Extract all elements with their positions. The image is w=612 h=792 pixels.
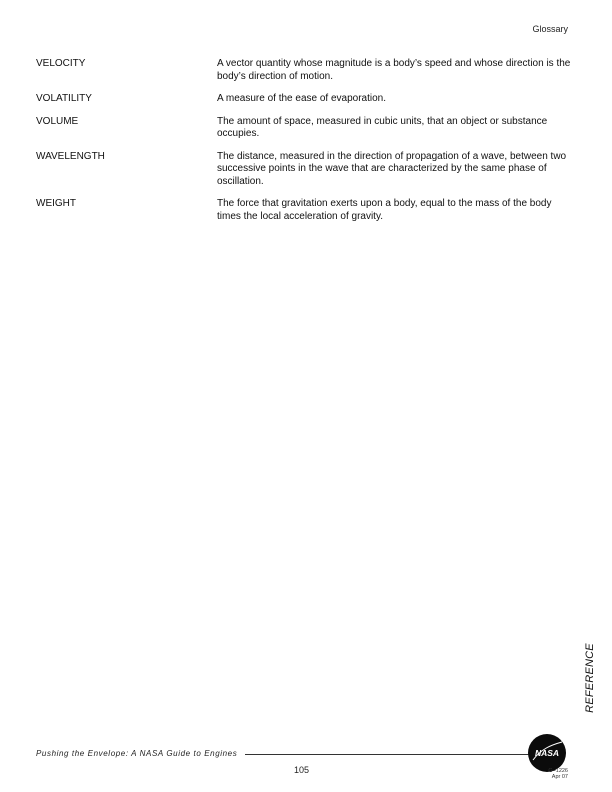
footer-divider [245, 754, 530, 755]
document-code-line: G–1226 [548, 768, 568, 774]
footer-book-title: Pushing the Envelope: A NASA Guide to Engines [36, 749, 238, 758]
section-title: Glossary [532, 24, 568, 34]
glossary-term: WAVELENGTH [36, 150, 105, 162]
logo-wordmark: NASA [534, 748, 560, 758]
glossary-entry [36, 198, 572, 223]
glossary-term: VOLUME [36, 115, 79, 127]
glossary-entry [36, 58, 572, 83]
page-header [532, 24, 568, 34]
document-date-line: Apr 07 [551, 774, 568, 780]
glossary-entry [36, 151, 572, 189]
glossary-definition: The amount of space, measured in cubic units, that an object or substance occupies. [217, 115, 548, 139]
glossary-list [36, 58, 572, 233]
glossary-definition: The force that gravitation exerts upon a body, equal to the mass of the body times the local acceleration of gravity. [217, 198, 552, 222]
document-code [548, 768, 568, 780]
nasa-logo [527, 733, 567, 773]
page-number: 105 [294, 765, 310, 775]
reference-side-label: REFERENCE [584, 643, 596, 713]
glossary-term: WEIGHT [36, 198, 76, 209]
glossary-term: VELOCITY [36, 58, 86, 69]
glossary-entry [36, 116, 572, 141]
glossary-entry [36, 93, 572, 106]
glossary-definition: The distance, measured in the direction of propagation of a wave, between two successive points in the wave that are characterized by the same phase of oscillation. [217, 150, 567, 187]
glossary-term: VOLATILITY [36, 93, 92, 104]
glossary-definition: A measure of the ease of evaporation. [217, 93, 386, 104]
glossary-definition: A vector quantity whose magnitude is a body’s speed and whose direction is the body’s direction of motion. [217, 58, 571, 82]
